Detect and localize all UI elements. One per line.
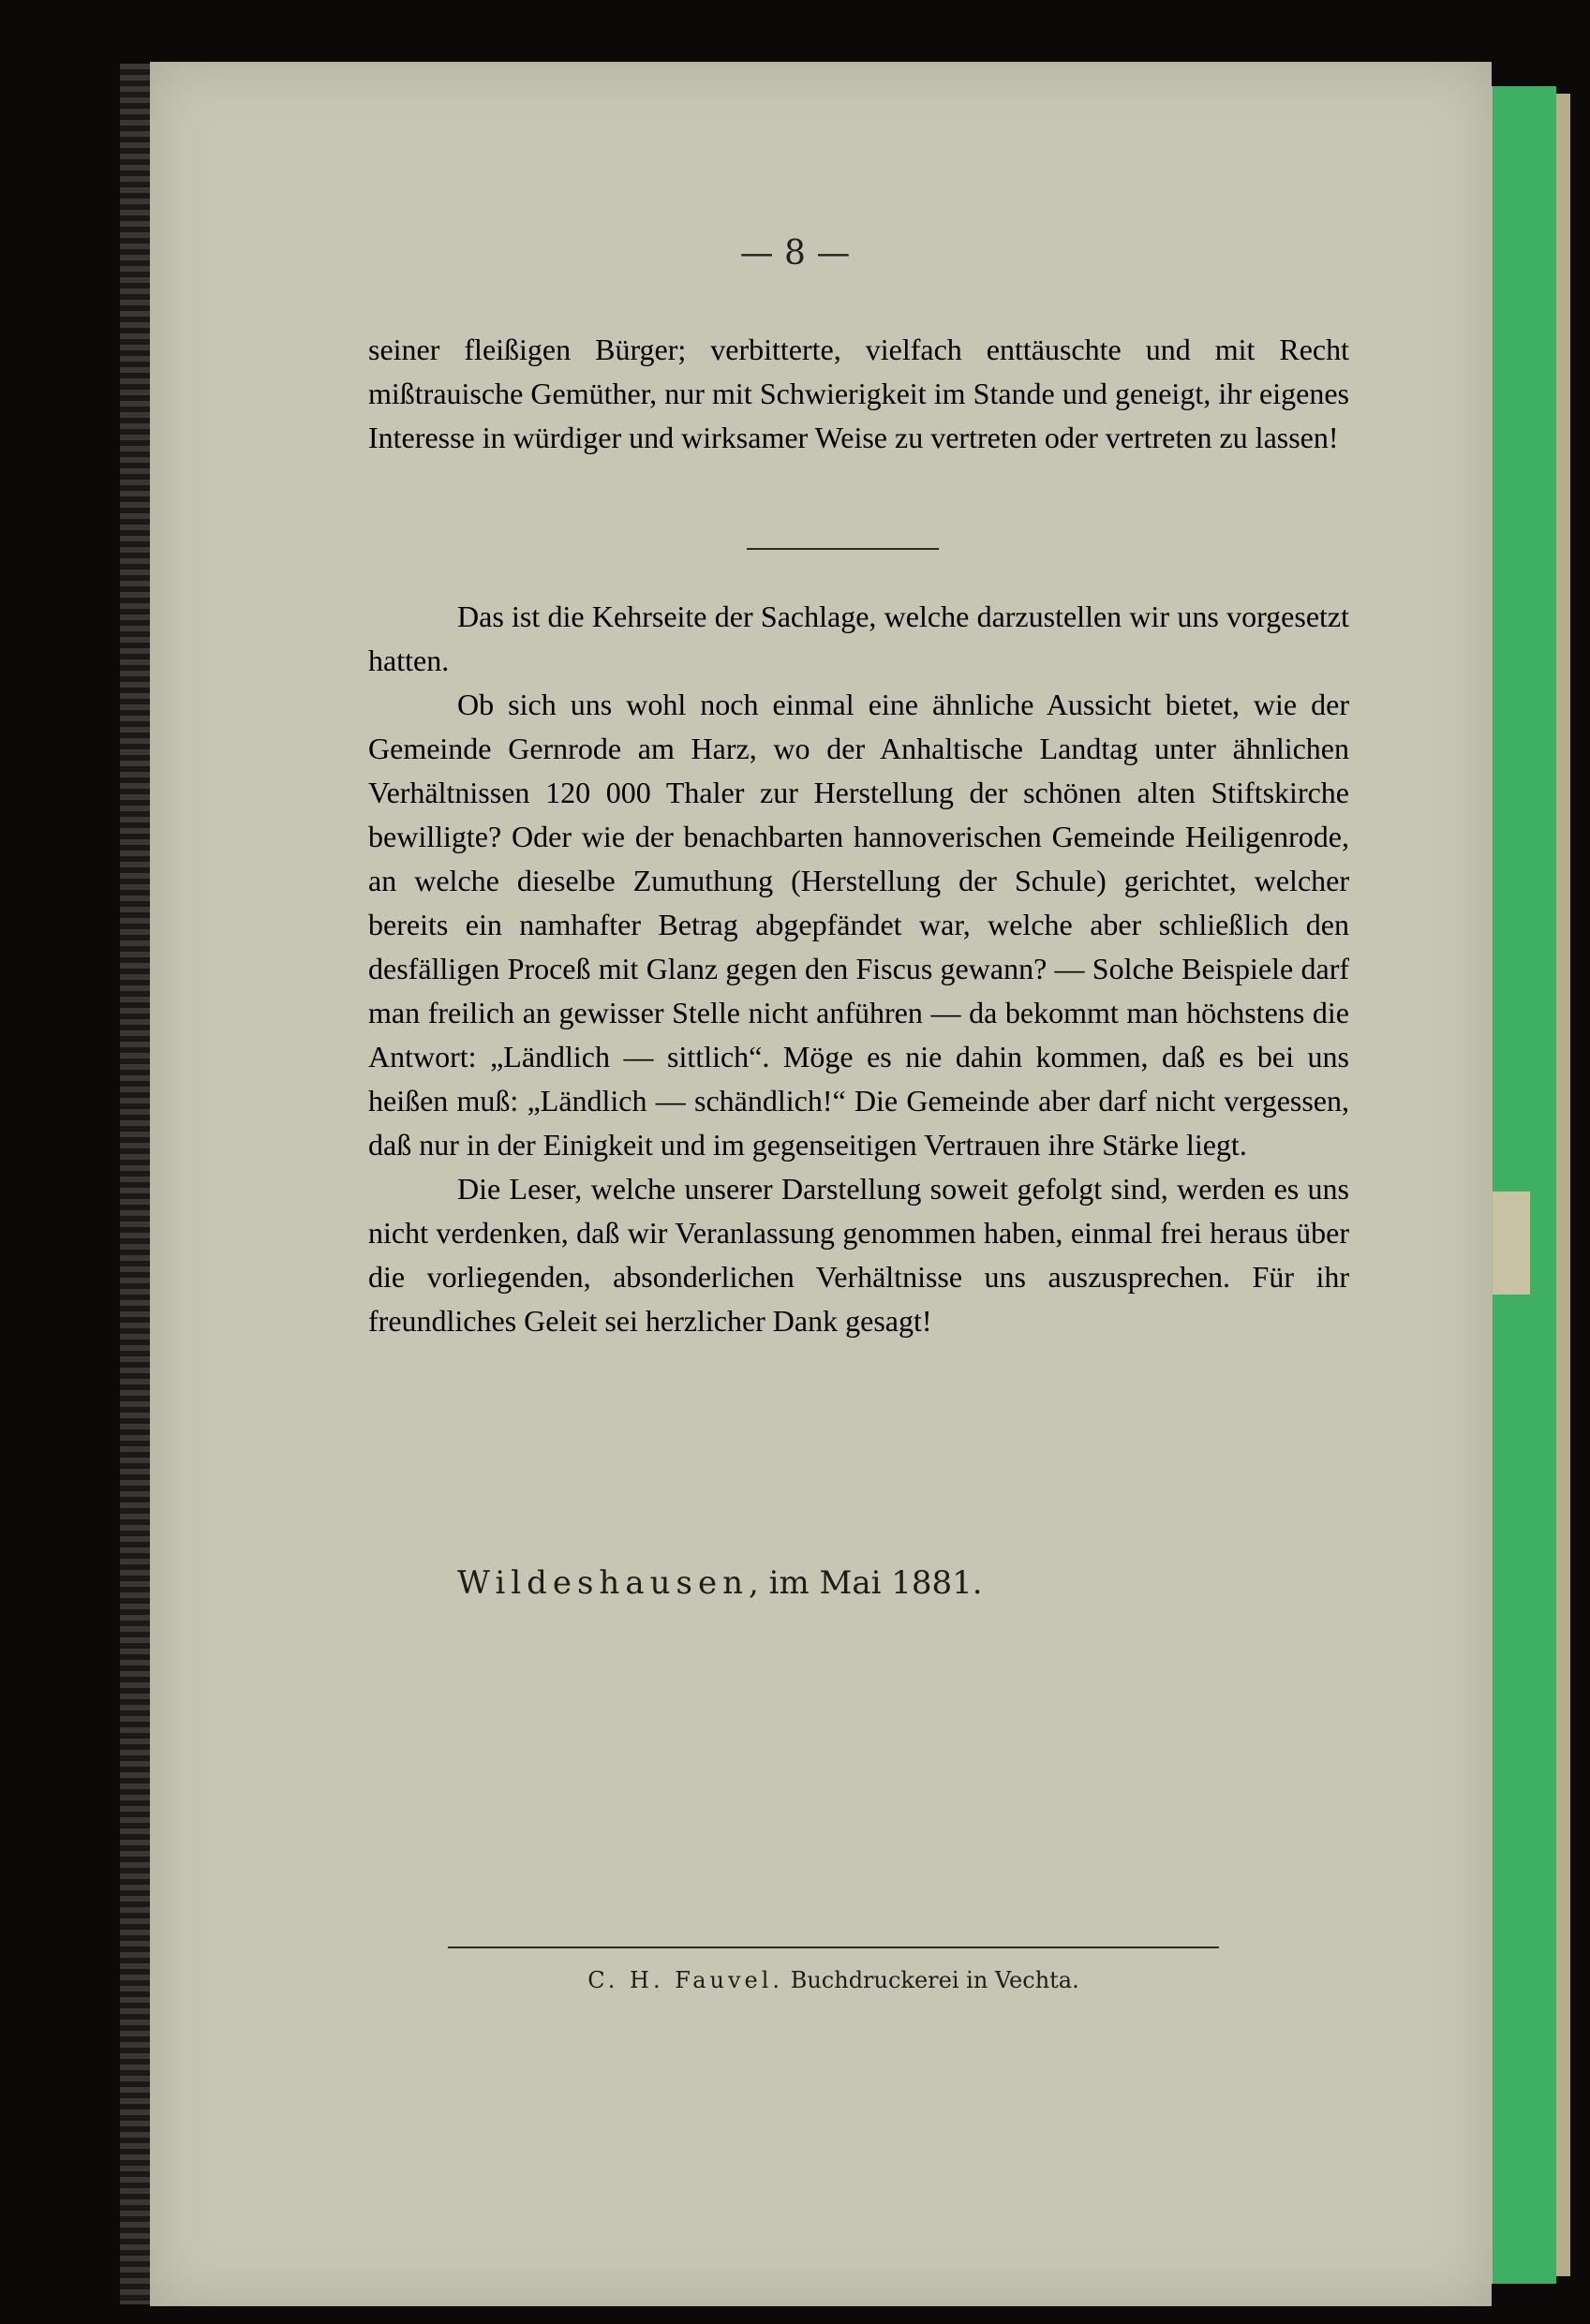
- place-and-date: [457, 1564, 983, 1602]
- printer-imprint: [448, 1967, 1219, 1993]
- printer-location: Buchdruckerei in Vechta.: [790, 1967, 1079, 1993]
- imprint-divider: [448, 1947, 1219, 1948]
- paragraph-1: seiner fleißigen Bürger; verbitterte, vielfach enttäuschte und mit Recht mißtrauische Gemüther, nur mit Schwierigkeit im Stande und geneigt, ihr eigenes Interesse in würdiger und wirksamer Weise zu vertreten oder vertreten zu lassen!: [368, 333, 1349, 454]
- place-date: , im Mai 1881.: [748, 1564, 983, 1602]
- green-cover-edge: [1490, 86, 1556, 2284]
- printer-name: C. H. Fauvel.: [587, 1967, 784, 1993]
- page-number: — 8 —: [739, 234, 851, 273]
- paragraph-2: Das ist die Kehrseite der Sachlage, welche darzustellen wir uns vorgesetzt hatten.: [368, 600, 1349, 677]
- main-text-block: [368, 595, 1349, 1343]
- paragraph-3: Ob sich uns wohl noch einmal eine ähnliche Aussicht bietet, wie der Gemeinde Gernrode am Harz, wo der Anhaltische Landtag unter ähnlichen Verhältnissen 120 000 Thaler zur Herstellung der schönen alten Stiftskirche bewilligte? Oder wie der benachbarten hannoverischen Gemeinde Heiligenrode, an welche dieselbe Zumuthung (Herstellung der Schule) gerichtet, welcher bereits ein namhafter Betrag abgepfändet war, welche aber schließlich den desfälligen Proceß mit Glanz gegen den Fiscus gewann? — Solche Beispiele darf man freilich an gewisser Stelle nicht anführen — da bekommt man höchstens die Antwort: „Ländlich — sittlich“. Möge es nie dahin kommen, daß es bei uns heißen muß: „Ländlich — schändlich!“ Die Gemeinde aber darf nicht vergessen, daß nur in der Einigkeit und im gegenseitigen Vertrauen ihre Stärke liegt.: [368, 688, 1349, 1162]
- book-spine: [120, 64, 154, 2304]
- edge-tear: [1493, 1192, 1530, 1295]
- section-divider: [747, 548, 939, 550]
- place-name: Wildeshausen: [457, 1564, 749, 1602]
- paragraph-4: Die Leser, welche unserer Darstellung soweit gefolgt sind, werden es uns nicht verdenken, daß wir Veranlassung genommen haben, einmal frei heraus über die vorliegenden, absonderlichen Verhältnisse uns auszusprechen. Für ihr freundliches Geleit sei herzlicher Dank gesagt!: [368, 1172, 1349, 1338]
